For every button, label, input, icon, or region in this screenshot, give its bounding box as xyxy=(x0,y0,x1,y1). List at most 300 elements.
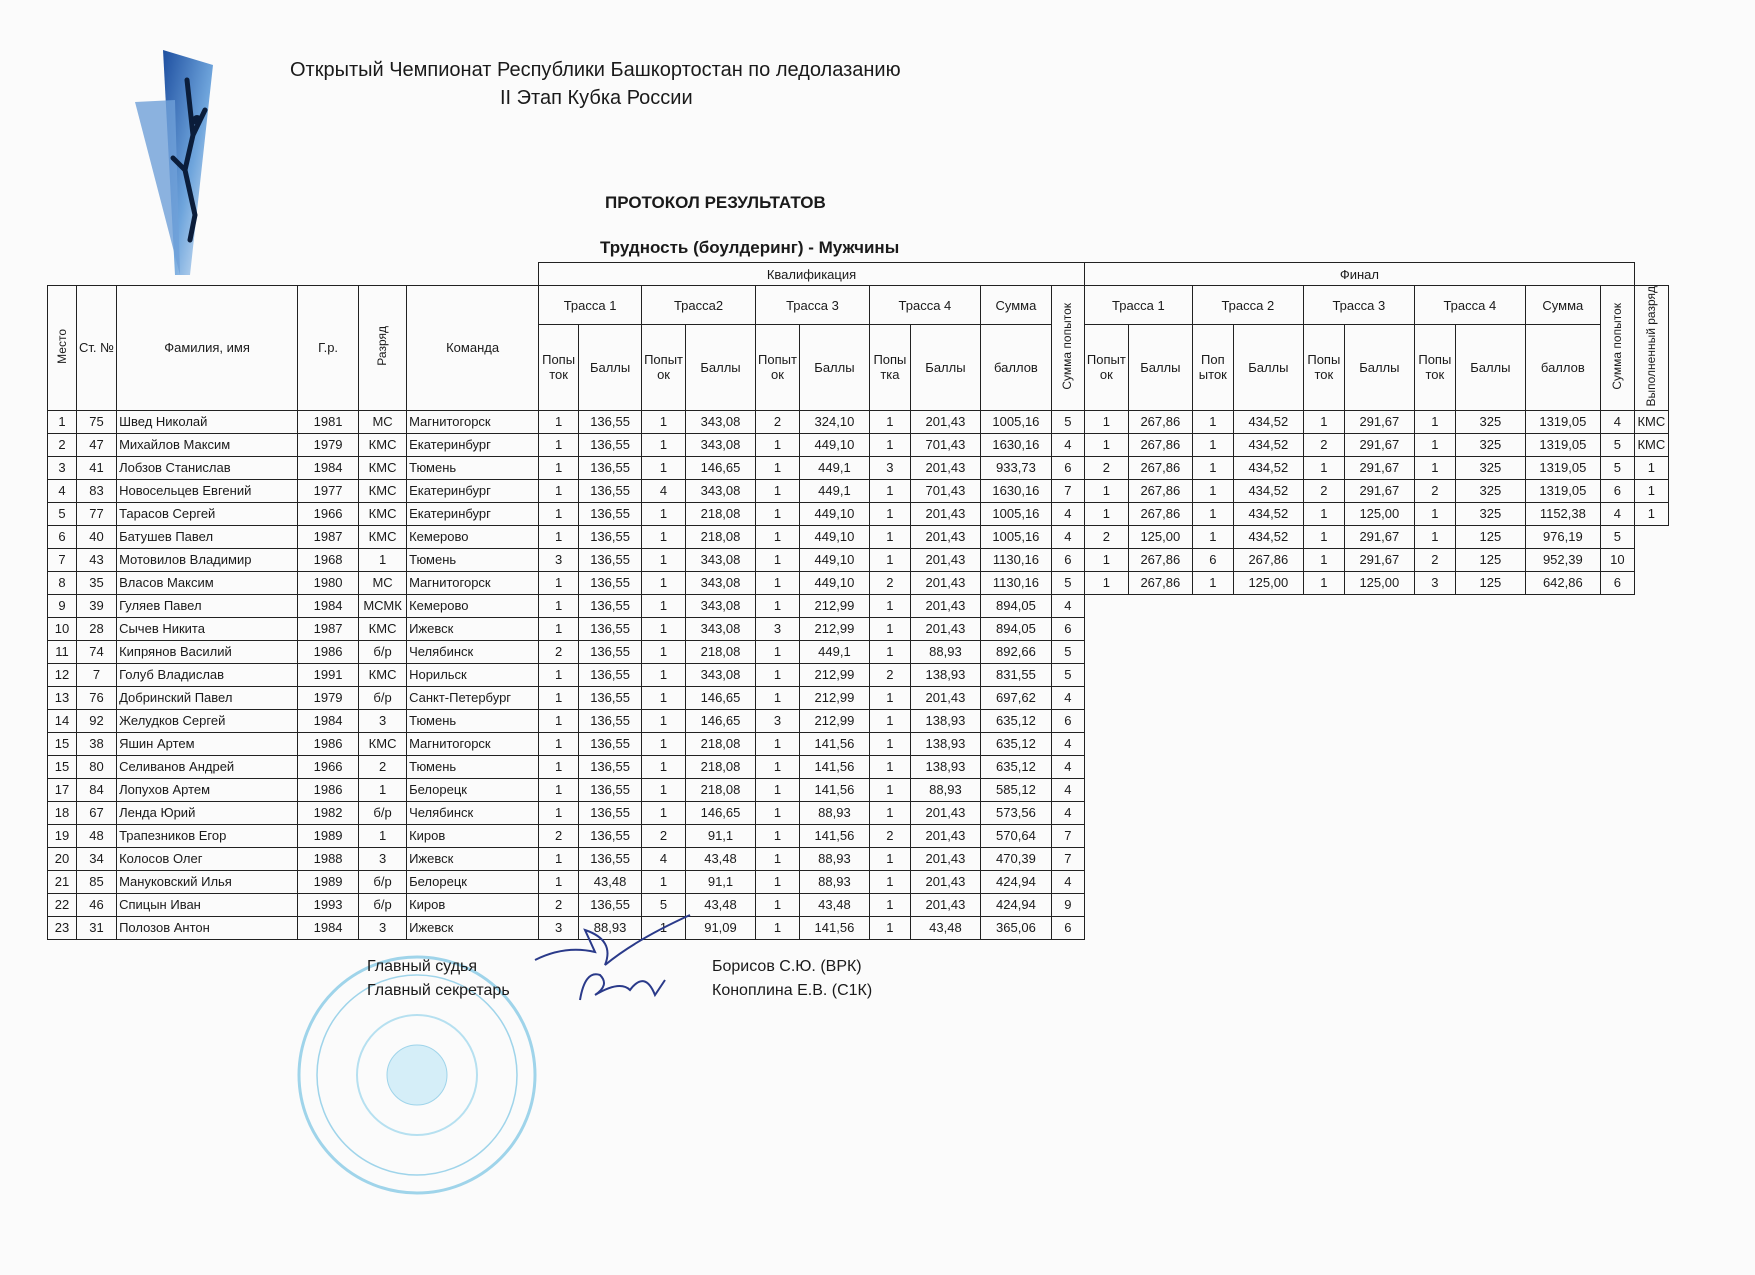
final-cell: 1 xyxy=(1192,410,1233,433)
final-cell: 125 xyxy=(1455,548,1525,571)
team-cell: Норильск xyxy=(407,663,539,686)
qual-cell: 424,94 xyxy=(980,870,1051,893)
qual-cell: 1 xyxy=(539,686,579,709)
year-cell: 1981 xyxy=(298,410,359,433)
year-cell: 1986 xyxy=(298,732,359,755)
qual-cell: 1 xyxy=(869,686,910,709)
qual-cell: 1 xyxy=(539,571,579,594)
start-number-cell: 38 xyxy=(77,732,117,755)
qual-cell: 2 xyxy=(539,640,579,663)
qual-cell: 136,55 xyxy=(579,525,642,548)
final-cell: 125,00 xyxy=(1233,571,1303,594)
qual-cell: 212,99 xyxy=(799,663,869,686)
qual-cell: 570,64 xyxy=(980,824,1051,847)
final-cell: 291,67 xyxy=(1344,456,1414,479)
qual-cell: 1 xyxy=(869,755,910,778)
qual-cell: 449,10 xyxy=(799,525,869,548)
qual-cell: 1 xyxy=(869,640,910,663)
qual-cell: 91,1 xyxy=(686,870,756,893)
team-cell: Кемерово xyxy=(407,525,539,548)
table-row xyxy=(48,663,1669,686)
final-cell: 291,67 xyxy=(1344,433,1414,456)
year-cell: 1984 xyxy=(298,916,359,939)
qual-cell: 1 xyxy=(642,617,686,640)
qual-cell: 1 xyxy=(869,847,910,870)
qual-cell: 43,48 xyxy=(579,870,642,893)
table-row xyxy=(48,732,1669,755)
qual-cell: 201,43 xyxy=(910,686,980,709)
place-cell: 15 xyxy=(48,755,77,778)
event-logo xyxy=(135,40,230,285)
qual-cell: 635,12 xyxy=(980,709,1051,732)
qual-cell: 1 xyxy=(539,663,579,686)
qual-cell: 1 xyxy=(642,778,686,801)
qual-attempts-4-header: Попы тка xyxy=(869,325,910,410)
place-cell: 11 xyxy=(48,640,77,663)
name-cell: Яшин Артем xyxy=(117,732,298,755)
final-cell: 125 xyxy=(1455,571,1525,594)
qual-cell: 4 xyxy=(1051,870,1084,893)
place-cell: 21 xyxy=(48,870,77,893)
final-cell: 291,67 xyxy=(1344,548,1414,571)
rank-cell: 3 xyxy=(359,916,407,939)
name-cell: Желудков Сергей xyxy=(117,709,298,732)
qual-cell: 201,43 xyxy=(910,502,980,525)
qual-cell: 136,55 xyxy=(579,847,642,870)
rank-cell: 1 xyxy=(359,778,407,801)
name-cell: Добринский Павел xyxy=(117,686,298,709)
qual-route-3-header: Трасса 3 xyxy=(756,286,870,325)
qual-cell: 136,55 xyxy=(579,433,642,456)
qual-cell: 449,1 xyxy=(799,640,869,663)
final-cell: 5 xyxy=(1600,433,1634,456)
final-cell: 1 xyxy=(1084,502,1128,525)
name-cell: Полозов Антон xyxy=(117,916,298,939)
year-cell: 1993 xyxy=(298,893,359,916)
qual-cell: 701,43 xyxy=(910,433,980,456)
rank-cell: КМС xyxy=(359,525,407,548)
place-cell: 13 xyxy=(48,686,77,709)
qual-cell: 141,56 xyxy=(799,916,869,939)
qual-cell: 1 xyxy=(642,433,686,456)
year-cell: 1979 xyxy=(298,433,359,456)
qual-cell: 343,08 xyxy=(686,663,756,686)
qual-cell: 136,55 xyxy=(579,686,642,709)
place-cell: 2 xyxy=(48,433,77,456)
place-cell: 14 xyxy=(48,709,77,732)
final-cell: 1 xyxy=(1303,502,1344,525)
start-number-cell: 7 xyxy=(77,663,117,686)
qual-route-1-header: Трасса 1 xyxy=(539,286,642,325)
qual-cell: 4 xyxy=(642,847,686,870)
qual-cell: 343,08 xyxy=(686,617,756,640)
achieved-rank-cell: КМС xyxy=(1634,433,1668,456)
qual-cell: 7 xyxy=(1051,847,1084,870)
rank-cell: КМС xyxy=(359,433,407,456)
place-cell: 23 xyxy=(48,916,77,939)
qual-cell: 1 xyxy=(869,732,910,755)
final-cell: 434,52 xyxy=(1233,525,1303,548)
final-cell: 1 xyxy=(1414,525,1455,548)
place-cell: 20 xyxy=(48,847,77,870)
rank-cell: б/р xyxy=(359,640,407,663)
final-attempts-1-header: Попыт ок xyxy=(1084,325,1128,410)
final-cell: 325 xyxy=(1455,479,1525,502)
final-cell: 6 xyxy=(1600,479,1634,502)
qual-cell: 1 xyxy=(539,479,579,502)
chief-judge-name: Борисов С.Ю. (ВРК) xyxy=(712,958,862,975)
final-cell: 952,39 xyxy=(1525,548,1600,571)
team-cell: Челябинск xyxy=(407,801,539,824)
qual-cell: 1 xyxy=(539,755,579,778)
name-cell: Кипрянов Василий xyxy=(117,640,298,663)
table-row xyxy=(48,916,1669,939)
year-cell: 1984 xyxy=(298,594,359,617)
qual-cell: 573,56 xyxy=(980,801,1051,824)
qual-cell: 1 xyxy=(756,571,800,594)
qual-cell: 5 xyxy=(1051,571,1084,594)
qual-cell: 449,1 xyxy=(799,456,869,479)
qual-cell: 1 xyxy=(642,709,686,732)
results-body xyxy=(48,410,1669,939)
qual-cell: 136,55 xyxy=(579,663,642,686)
team-cell: Магнитогорск xyxy=(407,571,539,594)
final-attempts-3-header: Попы ток xyxy=(1303,325,1344,410)
table-row xyxy=(48,571,1669,594)
rank-cell: КМС xyxy=(359,479,407,502)
year-cell: 1987 xyxy=(298,525,359,548)
final-cell: 1 xyxy=(1414,502,1455,525)
year-cell: 1989 xyxy=(298,870,359,893)
team-cell: Ижевск xyxy=(407,916,539,939)
table-row xyxy=(48,847,1669,870)
qual-cell: 88,93 xyxy=(579,916,642,939)
achieved-rank-header: Выполненный разряд xyxy=(1634,286,1668,411)
start-number-cell: 34 xyxy=(77,847,117,870)
qual-cell: 138,93 xyxy=(910,663,980,686)
rank-cell: МСМК xyxy=(359,594,407,617)
qual-cell: 4 xyxy=(1051,732,1084,755)
final-cell: 1 xyxy=(1192,456,1233,479)
team-cell: Ижевск xyxy=(407,847,539,870)
start-number-cell: 76 xyxy=(77,686,117,709)
team-cell: Киров xyxy=(407,824,539,847)
qual-cell: 1130,16 xyxy=(980,548,1051,571)
table-row xyxy=(48,525,1669,548)
final-cell: 1 xyxy=(1192,571,1233,594)
final-cell: 325 xyxy=(1455,433,1525,456)
start-number-cell: 28 xyxy=(77,617,117,640)
place-header: Место xyxy=(48,286,77,411)
qual-cell: 1 xyxy=(869,870,910,893)
qual-cell: 1 xyxy=(869,410,910,433)
achieved-rank-cell xyxy=(1634,548,1668,571)
final-cell: 434,52 xyxy=(1233,433,1303,456)
final-cell: 1 xyxy=(1084,571,1128,594)
rank-cell: МС xyxy=(359,410,407,433)
final-points-header: Баллы xyxy=(1128,325,1192,410)
final-route-1-header: Трасса 1 xyxy=(1084,286,1192,325)
qual-cell: 1 xyxy=(756,663,800,686)
qual-cell: 3 xyxy=(539,916,579,939)
final-cell: 2 xyxy=(1084,525,1128,548)
qual-cell: 43,48 xyxy=(686,893,756,916)
qual-cell: 343,08 xyxy=(686,548,756,571)
qualification-header: Квалификация xyxy=(539,263,1085,286)
name-cell: Михайлов Максим xyxy=(117,433,298,456)
year-cell: 1991 xyxy=(298,663,359,686)
qual-cell: 1 xyxy=(642,410,686,433)
start-number-header: Ст. № xyxy=(77,286,117,411)
qual-cell: 1 xyxy=(756,456,800,479)
place-cell: 17 xyxy=(48,778,77,801)
final-sum-points-header: баллов xyxy=(1525,325,1600,410)
qual-cell: 141,56 xyxy=(799,778,869,801)
name-cell: Трапезников Егор xyxy=(117,824,298,847)
qual-cell: 1 xyxy=(756,732,800,755)
qual-cell: 3 xyxy=(869,456,910,479)
qual-points-header: Баллы xyxy=(799,325,869,410)
qual-cell: 1 xyxy=(642,640,686,663)
rank-cell: б/р xyxy=(359,801,407,824)
rank-cell: КМС xyxy=(359,617,407,640)
qual-cell: 4 xyxy=(642,479,686,502)
qual-cell: 88,93 xyxy=(799,870,869,893)
qual-cell: 7 xyxy=(1051,824,1084,847)
qual-cell: 1 xyxy=(756,916,800,939)
final-cell: 2 xyxy=(1414,548,1455,571)
qual-cell: 136,55 xyxy=(579,640,642,663)
start-number-cell: 67 xyxy=(77,801,117,824)
name-cell: Мотовилов Владимир xyxy=(117,548,298,571)
start-number-cell: 35 xyxy=(77,571,117,594)
start-number-cell: 85 xyxy=(77,870,117,893)
final-cell: 267,86 xyxy=(1128,571,1192,594)
team-cell: Тюмень xyxy=(407,548,539,571)
table-row xyxy=(48,594,1669,617)
final-cell: 1 xyxy=(1303,410,1344,433)
rank-header: Разряд xyxy=(359,286,407,411)
place-cell: 12 xyxy=(48,663,77,686)
final-cell: 976,19 xyxy=(1525,525,1600,548)
table-row xyxy=(48,479,1669,502)
qual-cell: 1 xyxy=(756,870,800,893)
qual-cell: 343,08 xyxy=(686,571,756,594)
qual-cell: 136,55 xyxy=(579,801,642,824)
qual-cell: 2 xyxy=(869,571,910,594)
qual-cell: 138,93 xyxy=(910,732,980,755)
rank-cell: МС xyxy=(359,571,407,594)
place-cell: 3 xyxy=(48,456,77,479)
final-cell: 125,00 xyxy=(1344,571,1414,594)
team-cell: Киров xyxy=(407,893,539,916)
final-route-2-header: Трасса 2 xyxy=(1192,286,1303,325)
start-number-cell: 80 xyxy=(77,755,117,778)
year-cell: 1979 xyxy=(298,686,359,709)
chief-secretary-label: Главный секретарь xyxy=(367,982,510,999)
final-cell: 1 xyxy=(1303,571,1344,594)
name-header: Фамилия, имя xyxy=(117,286,298,411)
final-cell: 434,52 xyxy=(1233,410,1303,433)
qual-cell: 933,73 xyxy=(980,456,1051,479)
qual-cell: 701,43 xyxy=(910,479,980,502)
qual-cell: 1 xyxy=(756,479,800,502)
team-cell: Ижевск xyxy=(407,617,539,640)
name-cell: Швед Николай xyxy=(117,410,298,433)
place-cell: 19 xyxy=(48,824,77,847)
qual-cell: 91,1 xyxy=(686,824,756,847)
qual-cell: 1 xyxy=(539,732,579,755)
qual-cell: 146,65 xyxy=(686,801,756,824)
table-row xyxy=(48,801,1669,824)
qual-cell: 1 xyxy=(642,548,686,571)
final-sum-header: Сумма xyxy=(1525,286,1600,325)
qual-cell: 343,08 xyxy=(686,594,756,617)
qual-cell: 136,55 xyxy=(579,617,642,640)
final-cell: 1 xyxy=(1192,502,1233,525)
qual-cell: 1 xyxy=(642,801,686,824)
final-points-header: Баллы xyxy=(1455,325,1525,410)
qual-cell: 894,05 xyxy=(980,594,1051,617)
qual-cell: 1 xyxy=(642,663,686,686)
name-cell: Голуб Владислав xyxy=(117,663,298,686)
qual-cell: 88,93 xyxy=(910,778,980,801)
rank-cell: 1 xyxy=(359,824,407,847)
qual-cell: 1 xyxy=(756,847,800,870)
start-number-cell: 39 xyxy=(77,594,117,617)
qual-cell: 212,99 xyxy=(799,709,869,732)
final-cell: 1 xyxy=(1084,410,1128,433)
qual-points-header: Баллы xyxy=(579,325,642,410)
qual-points-header: Баллы xyxy=(686,325,756,410)
team-cell: Белорецк xyxy=(407,870,539,893)
qual-cell: 831,55 xyxy=(980,663,1051,686)
final-cell: 1319,05 xyxy=(1525,433,1600,456)
team-cell: Магнитогорск xyxy=(407,732,539,755)
final-cell: 1 xyxy=(1303,525,1344,548)
final-cell: 4 xyxy=(1600,410,1634,433)
qual-cell: 5 xyxy=(642,893,686,916)
final-cell: 3 xyxy=(1414,571,1455,594)
qual-cell: 1 xyxy=(642,594,686,617)
qual-cell: 136,55 xyxy=(579,571,642,594)
name-cell: Батушев Павел xyxy=(117,525,298,548)
achieved-rank-cell: 1 xyxy=(1634,456,1668,479)
qual-cell: 1 xyxy=(539,778,579,801)
qual-cell: 136,55 xyxy=(579,410,642,433)
qual-cell: 343,08 xyxy=(686,410,756,433)
chief-secretary-name: Коноплина Е.В. (С1К) xyxy=(712,982,873,999)
final-cell: 1 xyxy=(1303,548,1344,571)
qual-cell: 1 xyxy=(642,870,686,893)
qual-cell: 43,48 xyxy=(799,893,869,916)
chief-judge-label: Главный судья xyxy=(367,958,478,975)
qual-cell: 324,10 xyxy=(799,410,869,433)
qual-cell: 1 xyxy=(756,824,800,847)
rank-cell: 3 xyxy=(359,709,407,732)
final-cell: 267,86 xyxy=(1128,456,1192,479)
qual-cell: 1 xyxy=(756,801,800,824)
qual-cell: 138,93 xyxy=(910,709,980,732)
qual-cell: 88,93 xyxy=(799,801,869,824)
qual-cell: 1 xyxy=(642,732,686,755)
year-cell: 1988 xyxy=(298,847,359,870)
qual-cell: 1 xyxy=(756,502,800,525)
qual-cell: 894,05 xyxy=(980,617,1051,640)
start-number-cell: 77 xyxy=(77,502,117,525)
start-number-cell: 47 xyxy=(77,433,117,456)
qual-cell: 201,43 xyxy=(910,571,980,594)
final-cell: 434,52 xyxy=(1233,456,1303,479)
qual-cell: 585,12 xyxy=(980,778,1051,801)
qual-cell: 1 xyxy=(539,847,579,870)
year-header: Г.р. xyxy=(298,286,359,411)
qual-cell: 91,09 xyxy=(686,916,756,939)
table-row xyxy=(48,456,1669,479)
final-cell: 1319,05 xyxy=(1525,479,1600,502)
final-cell: 2 xyxy=(1084,456,1128,479)
qual-cell: 2 xyxy=(539,893,579,916)
protocol-title: ПРОТОКОЛ РЕЗУЛЬТАТОВ xyxy=(605,193,826,212)
final-cell: 267,86 xyxy=(1128,479,1192,502)
final-cell: 5 xyxy=(1600,456,1634,479)
final-cell: 1 xyxy=(1414,433,1455,456)
qual-cell: 136,55 xyxy=(579,824,642,847)
final-cell: 1319,05 xyxy=(1525,410,1600,433)
qual-cell: 146,65 xyxy=(686,456,756,479)
qual-cell: 136,55 xyxy=(579,732,642,755)
qual-cell: 201,43 xyxy=(910,410,980,433)
start-number-cell: 84 xyxy=(77,778,117,801)
name-cell: Мануковский Илья xyxy=(117,870,298,893)
year-cell: 1966 xyxy=(298,502,359,525)
table-row xyxy=(48,709,1669,732)
table-row xyxy=(48,433,1669,456)
qual-cell: 6 xyxy=(1051,617,1084,640)
qual-sum-points-header: баллов xyxy=(980,325,1051,410)
place-cell: 1 xyxy=(48,410,77,433)
officials-labels xyxy=(367,955,510,1003)
qual-cell: 892,66 xyxy=(980,640,1051,663)
final-cell: 2 xyxy=(1414,479,1455,502)
qual-cell: 201,43 xyxy=(910,548,980,571)
qual-cell: 1 xyxy=(642,571,686,594)
qual-sum-header: Сумма xyxy=(980,286,1051,325)
year-cell: 1987 xyxy=(298,617,359,640)
qual-cell: 3 xyxy=(756,709,800,732)
place-cell: 5 xyxy=(48,502,77,525)
event-title: Открытый Чемпионат Республики Башкортостан по ледолазанию xyxy=(290,59,901,81)
qual-cell: 4 xyxy=(1051,502,1084,525)
start-number-cell: 31 xyxy=(77,916,117,939)
achieved-rank-cell xyxy=(1634,525,1668,548)
final-cell: 267,86 xyxy=(1128,548,1192,571)
rank-cell: 2 xyxy=(359,755,407,778)
qual-cell: 136,55 xyxy=(579,709,642,732)
rank-cell: б/р xyxy=(359,686,407,709)
name-cell: Власов Максим xyxy=(117,571,298,594)
qual-cell: 136,55 xyxy=(579,502,642,525)
final-cell: 267,86 xyxy=(1128,410,1192,433)
qual-cell: 1 xyxy=(756,893,800,916)
final-points-header: Баллы xyxy=(1233,325,1303,410)
qual-cell: 1 xyxy=(642,502,686,525)
final-cell: 1 xyxy=(1192,433,1233,456)
qual-cell: 1 xyxy=(869,778,910,801)
qual-cell: 1 xyxy=(869,893,910,916)
qual-cell: 136,55 xyxy=(579,893,642,916)
team-cell: Белорецк xyxy=(407,778,539,801)
